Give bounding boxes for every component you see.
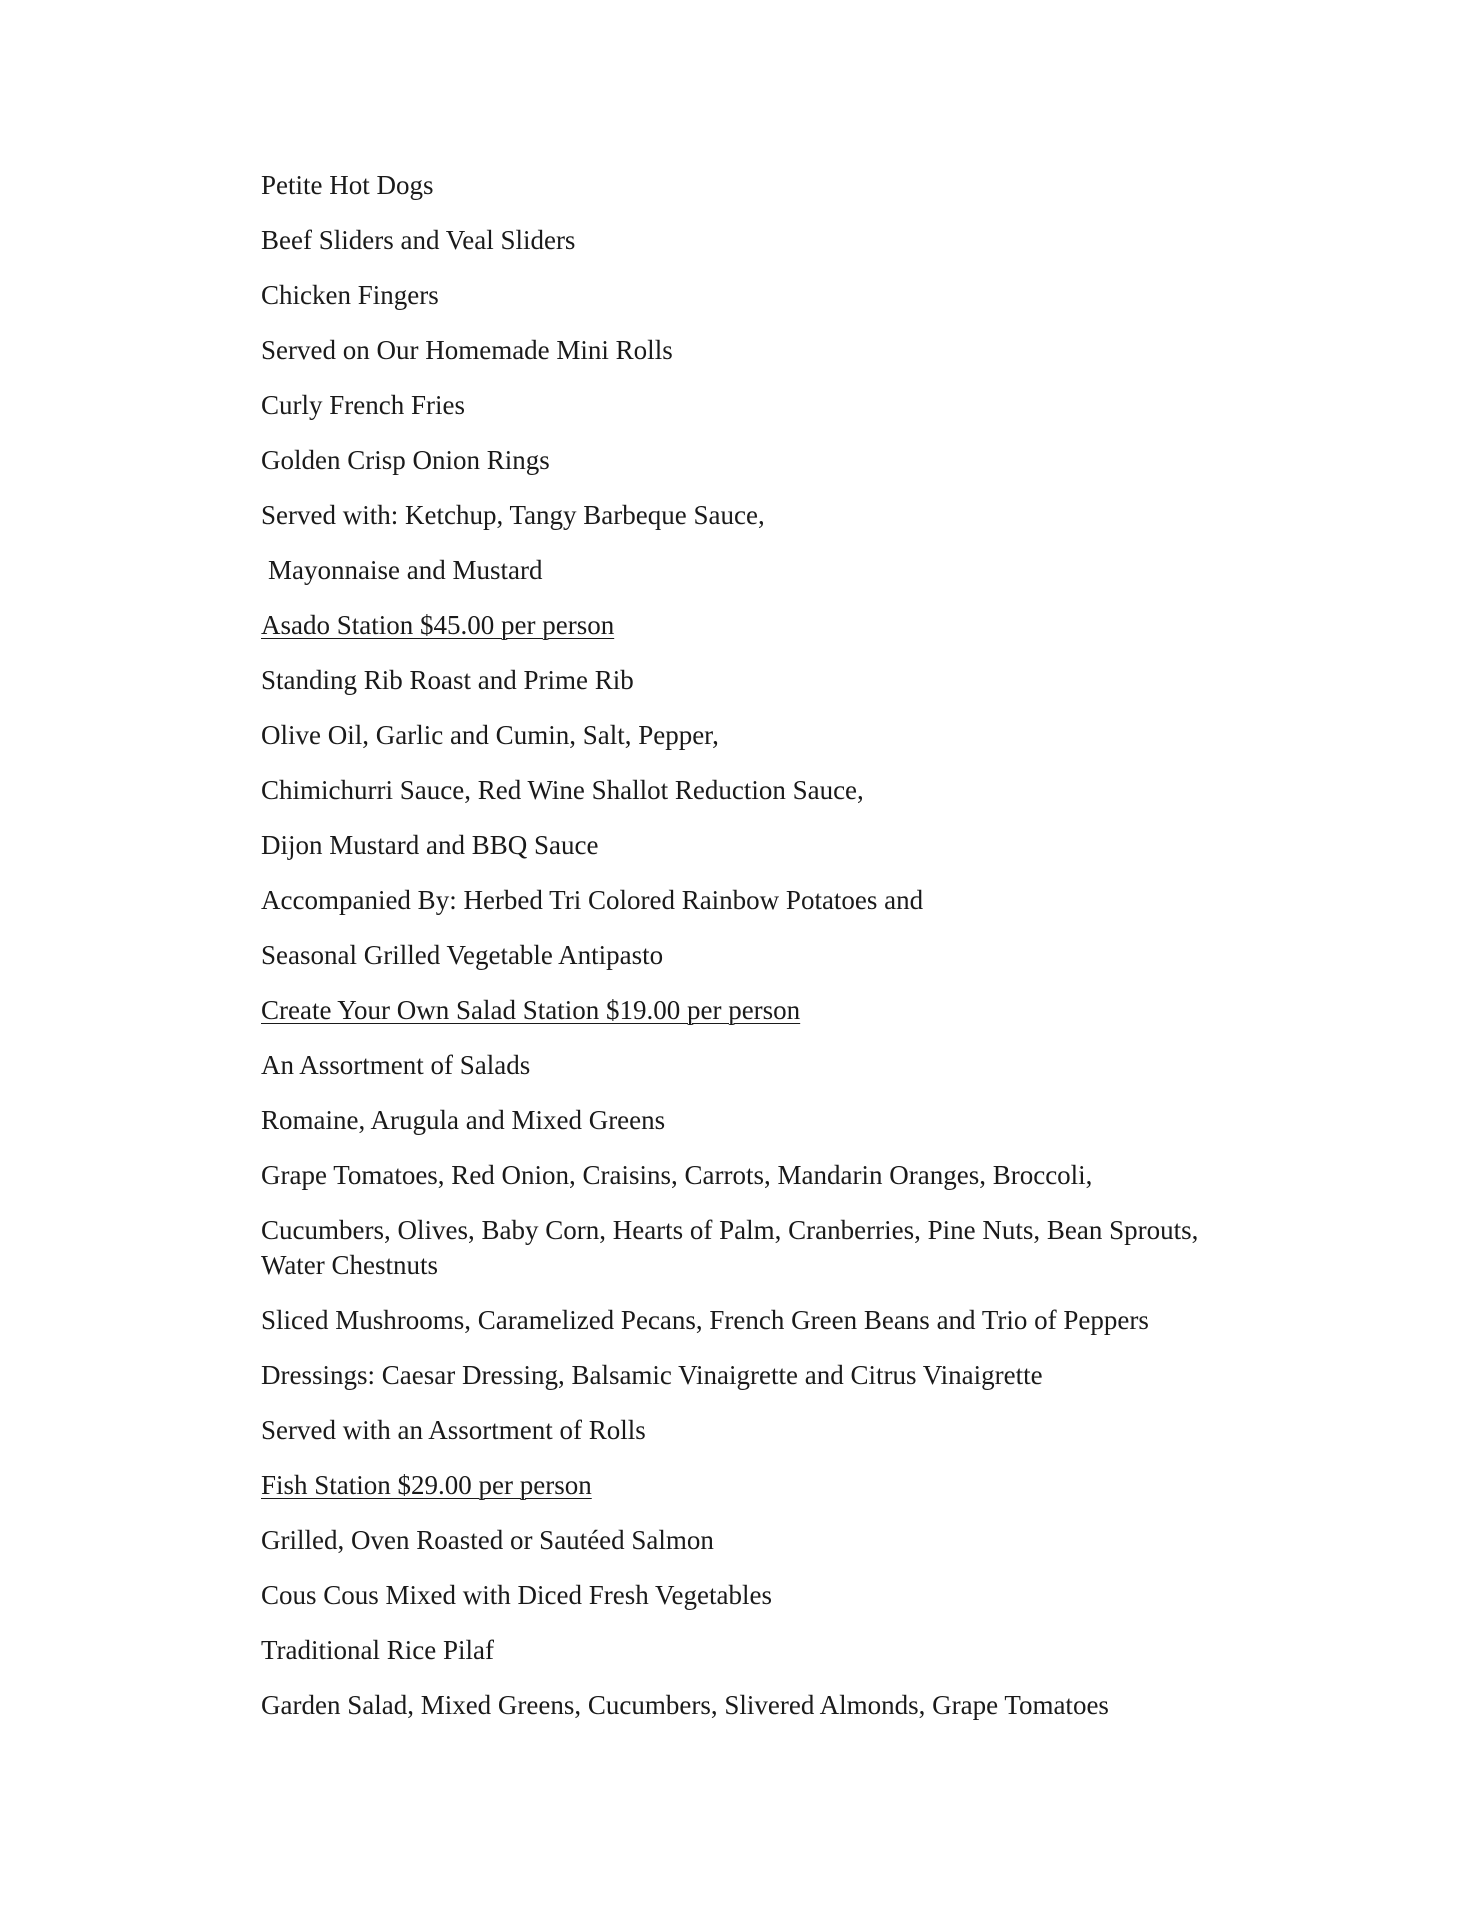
menu-item: Mayonnaise and Mustard bbox=[268, 555, 543, 585]
menu-item: Sliced Mushrooms, Caramelized Pecans, French Green Beans and Trio of Peppers bbox=[261, 1305, 1149, 1335]
section-heading-asado: Asado Station $45.00 per person bbox=[261, 610, 615, 640]
menu-item: Curly French Fries bbox=[261, 390, 465, 420]
menu-item: Romaine, Arugula and Mixed Greens bbox=[261, 1105, 666, 1135]
menu-item: Served on Our Homemade Mini Rolls bbox=[261, 335, 673, 365]
menu-item: Beef Sliders and Veal Sliders bbox=[261, 225, 576, 255]
menu-item: Garden Salad, Mixed Greens, Cucumbers, Slivered Almonds, Grape Tomatoes bbox=[261, 1690, 1109, 1720]
section-heading-fish: Fish Station $29.00 per person bbox=[261, 1470, 592, 1500]
menu-item: An Assortment of Salads bbox=[261, 1050, 531, 1080]
menu-item: Cous Cous Mixed with Diced Fresh Vegetables bbox=[261, 1580, 772, 1610]
menu-document bbox=[261, 168, 1261, 1743]
section-heading-salad: Create Your Own Salad Station $19.00 per person bbox=[261, 995, 801, 1025]
menu-item: Dressings: Caesar Dressing, Balsamic Vinaigrette and Citrus Vinaigrette bbox=[261, 1360, 1043, 1390]
menu-item: Grilled, Oven Roasted or Sautéed Salmon bbox=[261, 1525, 714, 1555]
menu-item: Dijon Mustard and BBQ Sauce bbox=[261, 830, 599, 860]
menu-item: Chimichurri Sauce, Red Wine Shallot Reduction Sauce, bbox=[261, 775, 864, 805]
menu-item: Chicken Fingers bbox=[261, 280, 439, 310]
menu-item: Grape Tomatoes, Red Onion, Craisins, Carrots, Mandarin Oranges, Broccoli, bbox=[261, 1160, 1093, 1190]
menu-item: Golden Crisp Onion Rings bbox=[261, 445, 550, 475]
menu-item: Petite Hot Dogs bbox=[261, 170, 434, 200]
menu-item: Traditional Rice Pilaf bbox=[261, 1635, 494, 1665]
menu-item: Served with an Assortment of Rolls bbox=[261, 1415, 646, 1445]
menu-item: Standing Rib Roast and Prime Rib bbox=[261, 665, 634, 695]
menu-item: Olive Oil, Garlic and Cumin, Salt, Pepper, bbox=[261, 720, 719, 750]
menu-item: Seasonal Grilled Vegetable Antipasto bbox=[261, 940, 664, 970]
menu-item: Served with: Ketchup, Tangy Barbeque Sauce, bbox=[261, 500, 765, 530]
menu-item: Accompanied By: Herbed Tri Colored Rainbow Potatoes and bbox=[261, 885, 924, 915]
menu-item: Cucumbers, Olives, Baby Corn, Hearts of Palm, Cranberries, Pine Nuts, Bean Sprouts, Water Chestnuts bbox=[261, 1215, 1199, 1280]
